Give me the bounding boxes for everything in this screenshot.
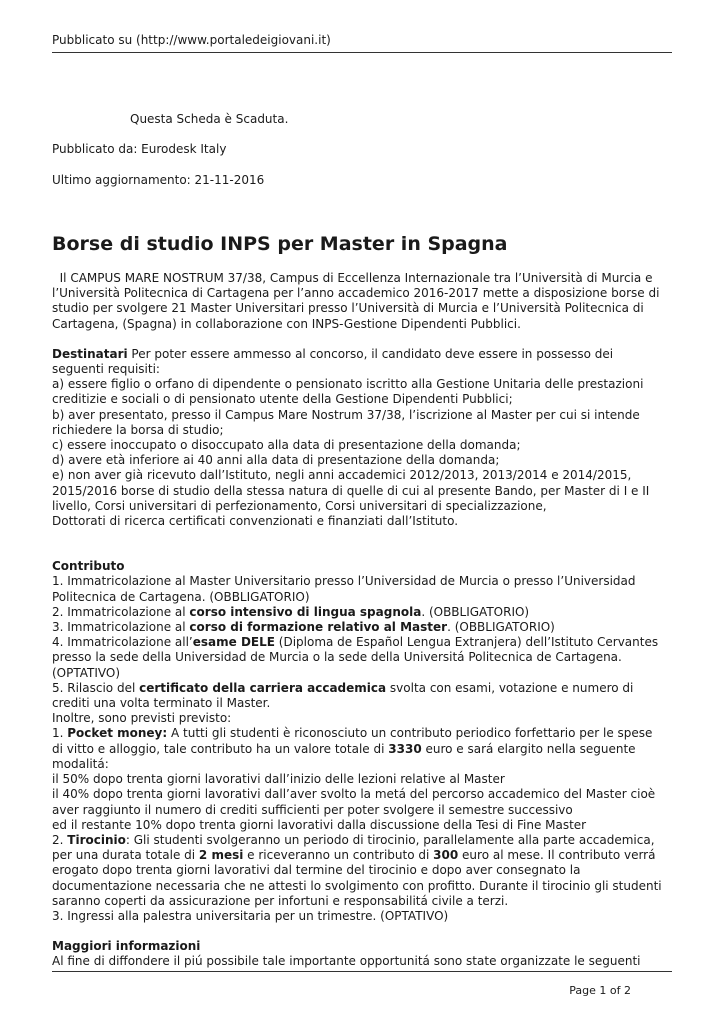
last-update: Ultimo aggiornamento: 21-11-2016 — [52, 173, 265, 187]
contributo-line: 1. Immatricolazione al Master Universitario presso l’Universidad de Murcia o presso l’Universidad — [52, 574, 636, 589]
maggiori-section — [52, 939, 677, 969]
contributo-line: il 40% dopo trenta giorni lavorativi dall’aver svolto la metá del percorso accademico del Master cioè — [52, 787, 656, 802]
contributo-line: Inoltre, sono previsti previsto: — [52, 711, 232, 726]
contributo-line: 2. Tirocinio: Gli studenti svolgeranno un periodo di tirocinio, parallelamente alla parte accademica, — [52, 832, 655, 847]
page-number: Page 1 of 2 — [569, 984, 631, 997]
contributo-line: il 50% dopo trenta giorni lavorativi dall’inizio delle lezioni relative al Master — [52, 772, 505, 787]
contributo-heading: Contributo — [52, 559, 125, 574]
contributo-line: 3. Ingressi alla palestra universitaria per un trimestre. (OPTATIVO) — [52, 908, 449, 923]
intro-line: l’Università Politecnica di Cartagena per l’anno accademico 2016-2017 mette a disposizione borse di — [52, 286, 660, 301]
contributo-line: modalitá: — [52, 756, 109, 771]
contributo-section — [52, 559, 677, 924]
contributo-line: 4. Immatricolazione all’esame DELE (Diploma de Español Lengua Extranjera) dell’Istituto Cervantes — [52, 635, 659, 650]
contributo-line: per una durata totale di 2 mesi e riceveranno un contributo di 300 euro al mese. Il contributo verrá — [52, 848, 656, 863]
published-on-text: Pubblicato su (http://www.portaledeigiovani.it) — [52, 33, 331, 47]
footer-divider — [52, 971, 672, 972]
contributo-line: Politecnica de Cartagena. (OBBLIGATORIO) — [52, 589, 310, 604]
requirement-line: 2015/2016 borse di studio della stessa natura di quelle di cui al presente Bando, per Master di I e II — [52, 483, 650, 498]
contributo-line: presso la sede della Universidad de Murcia o la sede della Universitá Politecnica de Cartagena. — [52, 650, 622, 665]
requirement-line: Dottorati di ricerca certificati convenzionati e finanziati dall’Istituto. — [52, 514, 459, 529]
contributo-line: 5. Rilascio del certificato della carriera accademica svolta con esami, votazione e numero di — [52, 680, 634, 695]
requirement-line: seguenti requisiti: — [52, 362, 160, 377]
maggiori-line: Al fine di diffondere il piú possibile tale importante opportunitá sono state organizzate le seguenti — [52, 954, 641, 969]
contributo-line: aver raggiunto il numero di crediti sufficienti per poter svolgere il semestre successivo — [52, 802, 573, 817]
intro-line: Cartagena, (Spagna) in collaborazione con INPS-Gestione Dipendenti Pubblici. — [52, 316, 521, 331]
requirement-line: b) aver presentato, presso il Campus Mare Nostrum 37/38, l’iscrizione al Master per cui si intende — [52, 407, 640, 422]
requirement-line: livello, Corsi universitari di perfezionamento, Corsi universitari di specializzazione, — [52, 498, 547, 513]
requirement-line: c) essere inoccupato o disoccupato alla data di presentazione della domanda; — [52, 438, 521, 453]
intro-line: Il CAMPUS MARE NOSTRUM 37/38, Campus di Eccellenza Internazionale tra l’Università di Murcia e — [52, 271, 653, 285]
destinatari-text: Per poter essere ammesso al concorso, il candidato deve essere in possesso dei — [127, 346, 614, 361]
page-title: Borse di studio INPS per Master in Spagna — [52, 233, 508, 255]
destinatari-section — [52, 347, 677, 529]
destinatari-first-line — [52, 347, 677, 362]
contributo-line: di vitto e alloggio, tale contributo ha un valore totale di 3330 euro e sará elargito nella seguente — [52, 741, 636, 756]
contributo-line: crediti una volta terminato il Master. — [52, 696, 271, 711]
intro-paragraph — [52, 271, 677, 332]
page-header — [52, 32, 672, 53]
requirement-line: a) essere figlio o orfano di dipendente o pensionato iscritto alla Gestione Unitaria delle prestazioni — [52, 377, 644, 392]
contributo-line: (OPTATIVO) — [52, 665, 121, 680]
article-body — [52, 271, 677, 970]
requirement-line: d) avere età inferiore ai 40 anni alla data di presentazione della domanda; — [52, 453, 500, 468]
contributo-line: 3. Immatricolazione al corso di formazione relativo al Master. (OBBLIGATORIO) — [52, 620, 555, 635]
published-by: Pubblicato da: Eurodesk Italy — [52, 142, 227, 156]
contributo-line: erogato dopo trenta giorni lavorativi dal termine del tirocinio e dopo aver consegnato la — [52, 863, 581, 878]
destinatari-heading: Destinatari — [52, 346, 128, 361]
requirement-line: e) non aver già ricevuto dall’Istituto, negli anni accademici 2012/2013, 2013/2014 e 2014/2015, — [52, 468, 632, 483]
requirement-line: creditizie e sociali o di pensionato utente della Gestione Dipendenti Pubblici; — [52, 392, 513, 407]
contributo-line: 2. Immatricolazione al corso intensivo di lingua spagnola. (OBBLIGATORIO) — [52, 604, 530, 619]
contributo-line: documentazione necessaria che ne attesti lo svolgimento con profitto. Durante il tirocinio gli studenti — [52, 878, 662, 893]
intro-line: studio per svolgere 21 Master Universitari presso l’Università di Murcia e l’Università Politecnica di — [52, 301, 644, 316]
contributo-line: ed il restante 10% dopo trenta giorni lavorativi dalla discussione della Tesi di Fine Master — [52, 817, 587, 832]
contributo-line: 1. Pocket money: A tutti gli studenti è riconosciuto un contributo periodico forfettario per le spese — [52, 726, 653, 741]
maggiori-heading: Maggiori informazioni — [52, 939, 201, 954]
expired-notice: Questa Scheda è Scaduta. — [130, 112, 289, 126]
requirement-line: richiedere la borsa di studio; — [52, 422, 224, 437]
contributo-line: saranno coperti da assicurazione per infortuni e responsabilitá civile a terzi. — [52, 893, 509, 908]
